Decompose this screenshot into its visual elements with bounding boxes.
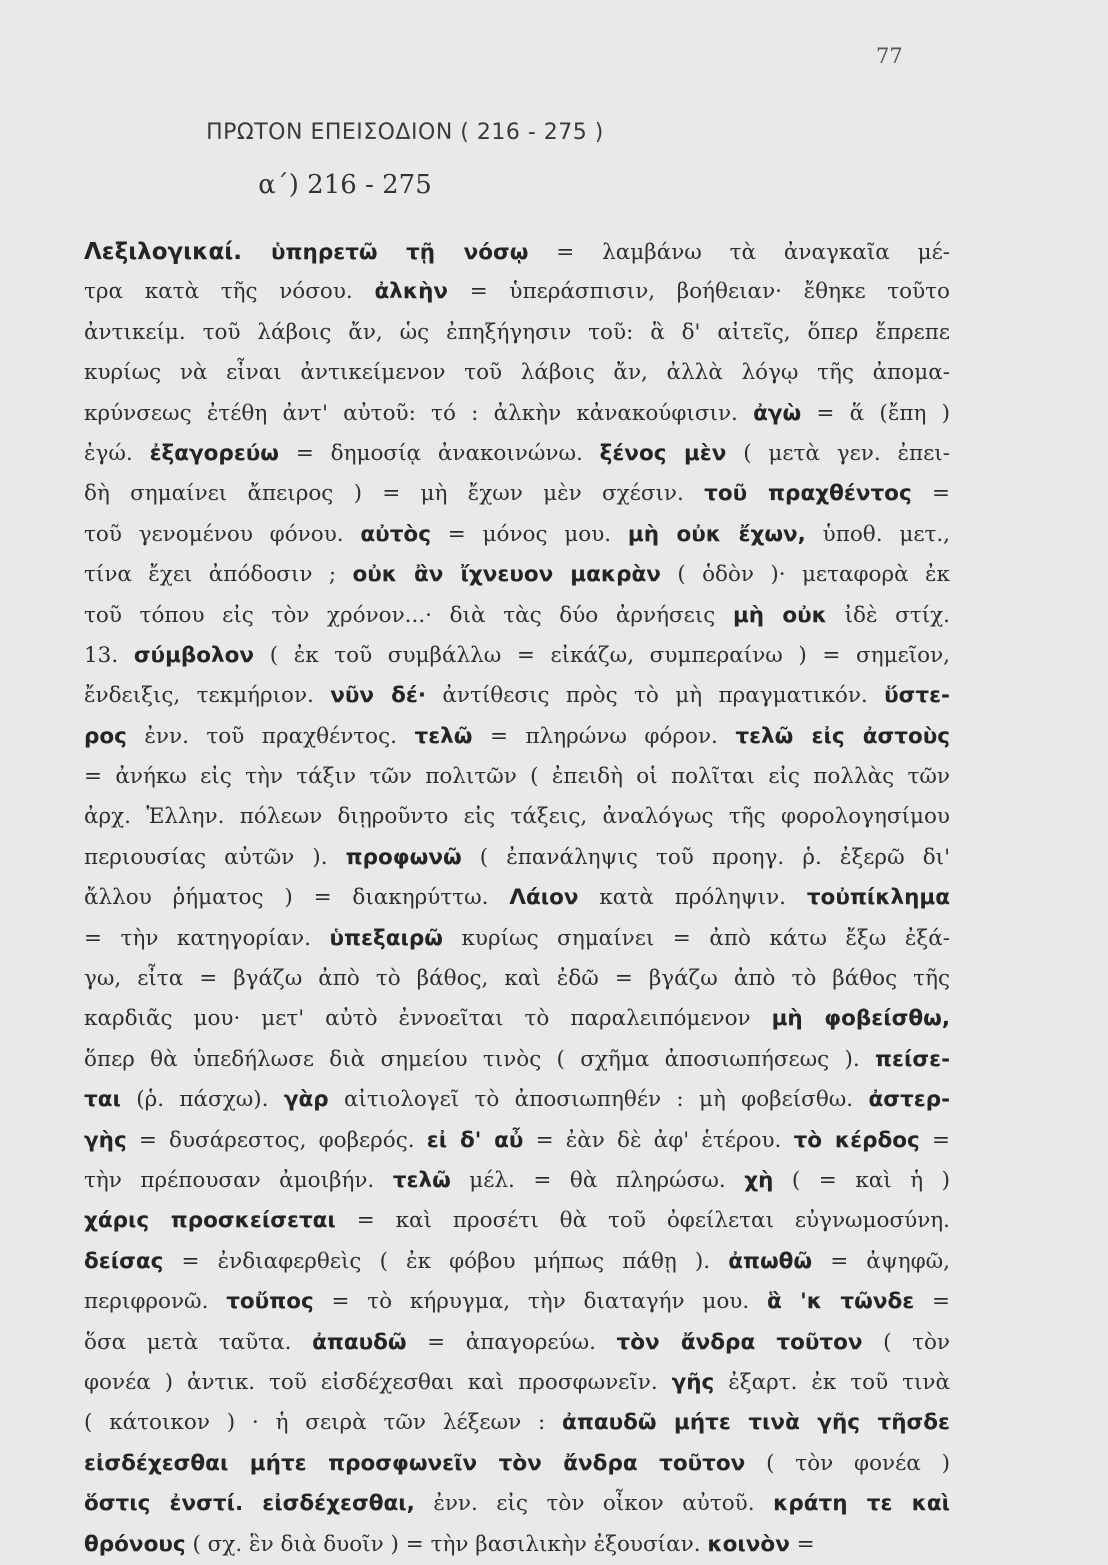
bold-term: χὴ [744, 1167, 774, 1193]
text-segment: ἐνν. εἰς τὸν οἶκον αὐτοῦ. [414, 1491, 774, 1517]
text-line [84, 474, 950, 514]
text-segment: περιουσίας αὐτῶν ). [84, 844, 346, 870]
text-segment: = [919, 1127, 950, 1153]
bold-term: ἀπωθῶ [728, 1248, 813, 1274]
text-segment: τοῦ γενομένου φόνου. [84, 521, 361, 547]
text-segment: = ἀψηφῶ, [812, 1248, 950, 1274]
bold-term: θρόνους [84, 1531, 186, 1557]
bold-term: οὐκ ἂν ἴχνευον μακρὰν [352, 562, 661, 588]
text-segment: μέλ. = θὰ πληρώσω. [450, 1167, 745, 1193]
text-segment: ( ὁδὸν )· μεταφορὰ ἐκ [660, 562, 950, 588]
text-segment: ( μετὰ γεν. ἐπει- [726, 440, 950, 466]
text-line [84, 515, 950, 555]
text-segment: ( ἐκ τοῦ συμβάλλω = εἰκάζω, συμπεραίνω ) = σημεῖον, [254, 642, 950, 668]
bold-term: εἰσδέχεσθαι μήτε προσφωνεῖν τὸν ἄνδρα τοῦτον [84, 1450, 746, 1476]
text-segment: = καὶ προσέτι θὰ τοῦ ὀφείλεται εὐγνωμοσύνη. [335, 1208, 950, 1234]
text-line [84, 1525, 950, 1565]
bold-term: ἀγὼ [753, 400, 802, 426]
bold-term: μὴ οὐκ [732, 602, 827, 628]
text-segment: καρδιᾶς μου· μετ' αὐτὸ ἐννοεῖται τὸ παραλειπόμενον [84, 1006, 772, 1032]
bold-term: χάρις προσκείσεται [84, 1208, 336, 1234]
bold-term: μὴ φοβείσθω, [771, 1006, 950, 1032]
bold-term: ὕστε- [884, 683, 950, 709]
text-line [84, 878, 950, 918]
text-line [84, 272, 950, 312]
text-segment: ὅπερ θὰ ὑπεδήλωσε διὰ σημείου τινὸς ( σχῆμα ἀποσιωπήσεως ). [84, 1046, 875, 1072]
text-line [84, 676, 950, 716]
text-segment: = [914, 1289, 950, 1315]
bold-term: Λάιον [509, 885, 579, 911]
text-line [84, 313, 950, 353]
bold-term: ἀστερ- [868, 1087, 950, 1113]
text-segment: = [911, 481, 950, 507]
text-segment: ( = καὶ ἡ ) [773, 1167, 950, 1193]
text-segment: = ἅ (ἔπη ) [801, 400, 950, 426]
text-segment: ( ἐπανάληψις τοῦ προηγ. ῥ. ἐξερῶ δι' [461, 844, 950, 870]
bold-term: τελῶ [392, 1167, 451, 1193]
bold-term: δείσας [84, 1248, 164, 1274]
text-segment: ἄλλου ῥήματος ) = διακηρύττω. [84, 885, 510, 911]
bold-term: ἐξαγορεύω [149, 440, 279, 466]
text-segment: τὴν πρέπουσαν ἀμοιβήν. [84, 1167, 393, 1193]
text-line [84, 394, 950, 434]
text-segment: ( τὸν [862, 1329, 950, 1355]
bold-term: τοὔπος [226, 1289, 314, 1315]
bold-term: προφωνῶ [345, 844, 462, 870]
text-line [84, 959, 950, 999]
bold-term: ἀπαυδῶ μήτε τινὰ γῆς τῆσδε [562, 1410, 950, 1436]
text-segment: κυρίως σημαίνει = ἀπὸ κάτω ἔξω ἐξά- [442, 925, 950, 951]
text-line [84, 1444, 950, 1484]
text-line [84, 1282, 950, 1322]
text-line [84, 999, 950, 1039]
bold-term: τελῶ [414, 723, 473, 749]
text-segment: = τὴν κατηγορίαν. [84, 925, 330, 951]
bold-term: κοινὸν [707, 1531, 790, 1557]
text-line [84, 1201, 950, 1241]
text-line [84, 353, 950, 393]
text-segment: δὴ σημαίνει ἄπειρος ) = μὴ ἔχων μὲν σχέσιν. [84, 481, 705, 507]
bold-term: ὑπηρετῶ τῇ νόσῳ [271, 240, 529, 265]
text-line [84, 1121, 950, 1161]
text-segment: = ἀπαγορεύω. [406, 1329, 617, 1355]
bold-term: σύμβολον [133, 642, 255, 668]
text-segment: περιφρονῶ. [84, 1289, 227, 1315]
bold-term: τοῦ πραχθέντος [704, 481, 912, 507]
text-segment: 13. [84, 642, 134, 668]
text-segment: = ἀνήκω εἰς τὴν τάξιν τῶν πολιτῶν ( ἐπειδὴ οἱ πολῖται εἰς πολλὰς τῶν [84, 764, 950, 790]
text-line [84, 1363, 950, 1403]
bold-term: ξένος μὲν [599, 440, 727, 466]
bold-term: πείσε- [875, 1046, 950, 1072]
text-line [84, 1040, 950, 1080]
text-segment: τρα κατὰ τῆς νόσου. [84, 279, 375, 305]
text-line [84, 919, 950, 959]
bold-term: κράτη τε καὶ [773, 1491, 950, 1517]
text-line [84, 1403, 950, 1443]
text-segment: ἀρχ. Ἑλλην. πόλεων διῃροῦντο εἰς τάξεις, ἀναλόγως τῆς φορολογησίμου [84, 804, 950, 830]
bold-term: αὐτὸς [360, 521, 431, 547]
text-line [84, 1161, 950, 1201]
text-segment: = [789, 1531, 815, 1557]
text-segment: φονέα ) ἀντικ. τοῦ εἰσδέχεσθαι καὶ προσφωνεῖν. [84, 1369, 672, 1395]
bold-term: ται [84, 1087, 121, 1113]
bold-term: νῦν δέ· [330, 683, 427, 709]
text-segment: αἰτιολογεῖ τὸ ἀποσιωπηθέν : μὴ φοβείσθω. [328, 1087, 869, 1113]
text-line [84, 1242, 950, 1282]
section-heading: ΠΡΩΤΟΝ ΕΠΕΙΣΟΔΙΟΝ ( 216 - 275 ) [206, 120, 604, 145]
text-segment: ( τὸν φονέα ) [745, 1450, 950, 1476]
text-line [84, 555, 950, 595]
text-line [84, 1484, 950, 1524]
bold-term: τὸ κέρδος [793, 1127, 920, 1153]
text-line [84, 838, 950, 878]
bold-term: ἀπαυδῶ [312, 1329, 407, 1355]
bold-term: ἀλκὴν [374, 279, 449, 305]
bold-term: τελῶ εἰς ἀστοὺς [735, 723, 950, 749]
text-line [84, 1080, 950, 1120]
text-segment: ( κάτοικον ) · ἡ σειρὰ τῶν λέξεων : [84, 1410, 563, 1436]
text-segment: = ἐὰν δὲ ἀφ' ἑτέρου. [523, 1127, 794, 1153]
text-line [84, 636, 950, 676]
text-segment: κατὰ πρόληψιν. [578, 885, 807, 911]
text-segment: ἐγώ. [84, 440, 150, 466]
bold-term: μὴ οὐκ ἔχων, [627, 521, 806, 547]
text-segment: = ὑπεράσπισιν, βοήθειαν· ἔθηκε τοῦτο [448, 279, 950, 305]
text-segment: ἐξαρτ. ἐκ τοῦ τινὰ [714, 1369, 950, 1395]
text-segment: γω, εἶτα = βγάζω ἀπὸ τὸ βάθος, καὶ ἐδῶ = βγάζω ἀπὸ τὸ βάθος τῆς [84, 966, 950, 992]
bold-term: ὅστις ἐνστί. εἰσδέχεσθαι, [84, 1491, 415, 1517]
page-number: 77 [876, 44, 903, 68]
text-segment: ( σχ. ἓν διὰ δυοῖν ) = τὴν βασιλικὴν ἐξουσίαν. [185, 1531, 708, 1557]
text-line [84, 757, 950, 797]
text-segment: ἰδὲ στίχ. [826, 602, 950, 628]
text-line [84, 434, 950, 474]
text-segment: κυρίως νὰ εἶναι ἀντικείμενον τοῦ λάβοις ἄν, ἀλλὰ λόγῳ τῆς ἀπομα- [84, 360, 950, 386]
text-segment: (ῥ. πάσχω). [120, 1087, 284, 1113]
text-line [84, 717, 950, 757]
text-segment: ἔνδειξις, τεκμήριον. [84, 683, 331, 709]
text-segment: = τὸ κήρυγμα, τὴν διαταγήν μου. [313, 1289, 767, 1315]
text-segment: = πληρώνω φόρον. [472, 723, 736, 749]
text-line [84, 797, 950, 837]
text-line [84, 232, 950, 272]
text-segment: ἐνν. τοῦ πραχθέντος. [126, 723, 415, 749]
bold-term: ρος [84, 723, 127, 749]
text-segment: = λαμβάνω τὰ ἀναγκαῖα μέ- [528, 240, 950, 265]
bold-term: τοὐπίκλημα [806, 885, 950, 911]
text-segment: = ἐνδιαφερθεὶς ( ἐκ φόβου μήπως πάθῃ ). [163, 1248, 729, 1274]
text-segment: = δημοσίᾳ ἀνακοινώνω. [279, 440, 600, 466]
text-segment: = δυσάρεστος, φοβερός. [126, 1127, 427, 1153]
text-segment: τοῦ τόπου εἰς τὸν χρόνον...· διὰ τὰς δύο ἀρνήσεις [84, 602, 733, 628]
bold-term: ἃ 'κ τῶνδε [766, 1289, 915, 1315]
bold-term: γὰρ [283, 1087, 329, 1113]
text-line [84, 596, 950, 636]
bold-term: γὴς [84, 1127, 127, 1153]
text-segment: ὅσα μετὰ ταῦτα. [84, 1329, 313, 1355]
bold-term: εἰ δ' αὖ [426, 1127, 524, 1153]
commentary-body [84, 232, 950, 1565]
text-segment: ὑποθ. μετ., [805, 521, 950, 547]
text-segment: τίνα ἔχει ἀπόδοσιν ; [84, 562, 353, 588]
text-segment: κρύνσεως ἐτέθη ἀντ' αὐτοῦ: τό : ἀλκὴν κἀνακούφισιν. [84, 400, 754, 426]
bold-term: γῆς [671, 1369, 715, 1395]
text-segment: = μόνος μου. [430, 521, 628, 547]
subheading: α΄) 216 - 275 [258, 170, 432, 200]
bold-term: τὸν ἄνδρα τοῦτον [616, 1329, 863, 1355]
text-segment: ἀντίθεσις πρὸς τὸ μὴ πραγματικόν. [426, 683, 885, 709]
text-line [84, 1323, 950, 1363]
commentary-label: Λεξιλογικαί. [84, 239, 271, 265]
bold-term: ὑπεξαιρῶ [329, 925, 443, 951]
text-segment: ἀντικείμ. τοῦ λάβοις ἄν, ὡς ἐπηξήγησιν τοῦ: ἃ δ' αἰτεῖς, ὅπερ ἔπρεπε [84, 319, 950, 345]
